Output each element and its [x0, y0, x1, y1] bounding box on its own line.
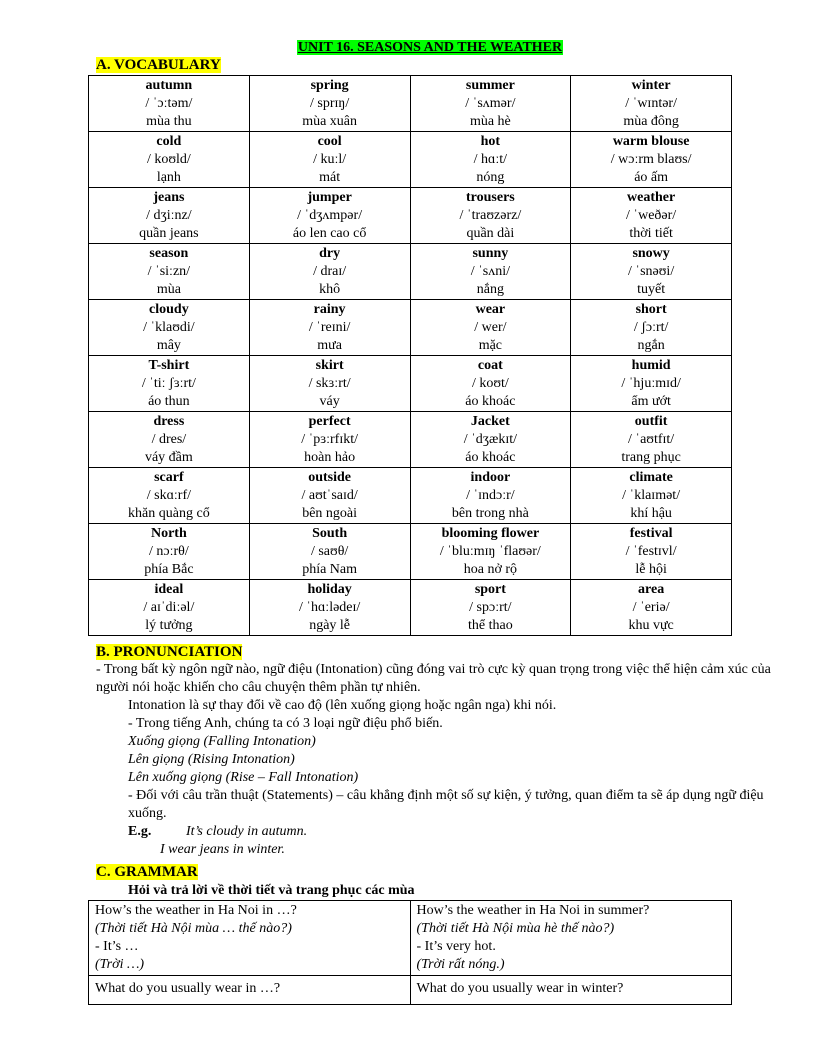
vocab-word: jeans: [153, 190, 185, 205]
vocab-word: South: [312, 526, 348, 541]
vocab-word: area: [638, 582, 665, 597]
vocab-word: T-shirt: [148, 358, 190, 373]
vocab-cell: [249, 188, 410, 244]
vocab-word: indoor: [470, 470, 511, 485]
vocab-cell: [571, 580, 732, 636]
vocab-ipa: / koʊld/: [146, 152, 191, 167]
vocab-cell: [89, 244, 250, 300]
vocab-cell: [410, 244, 571, 300]
vocab-ipa: / ˈweðər/: [626, 208, 677, 223]
vocab-word: trousers: [466, 190, 515, 205]
vocab-ipa: / dʒiːnz/: [146, 208, 192, 223]
vocab-ipa: / koʊt/: [471, 376, 509, 391]
vocab-word: cloudy: [149, 302, 189, 317]
vocab-word: weather: [627, 190, 676, 205]
vocab-meaning: áo len cao cổ: [292, 226, 367, 241]
vocab-cell: [410, 188, 571, 244]
vocab-row: [89, 356, 732, 412]
grammar-translation: (Thời tiết Hà Nội mùa … thế nào?): [95, 921, 292, 936]
section-heading-pronunciation: B. PRONUNCIATION: [96, 644, 243, 660]
vocab-row: [89, 580, 732, 636]
vocab-meaning: phía Bắc: [144, 562, 194, 577]
vocab-row: [89, 188, 732, 244]
vocab-word: coat: [477, 358, 503, 373]
vocab-meaning: áo khoác: [465, 450, 516, 465]
grammar-row: [89, 901, 732, 976]
vocab-word: rainy: [313, 302, 346, 317]
vocab-word: climate: [629, 470, 673, 485]
vocab-meaning: mùa hè: [469, 114, 511, 129]
vocab-ipa: / ˈdʒʌmpər/: [297, 208, 363, 223]
vocab-ipa: / ˈɔːtəm/: [145, 96, 193, 111]
vocab-cell: [571, 244, 732, 300]
vocab-ipa: / ˈtiː ʃɜːrt/: [141, 376, 196, 391]
vocab-word: wear: [475, 302, 506, 317]
vocab-meaning: nóng: [476, 170, 505, 185]
grammar-translation: (Thời tiết Hà Nội mùa hè thế nào?): [416, 921, 615, 936]
vocab-cell: [249, 468, 410, 524]
grammar-question: What do you usually wear in winter?: [416, 981, 624, 996]
vocab-ipa: / ˈsnəʊi/: [628, 264, 675, 279]
grammar-pattern-cell: [89, 976, 411, 1005]
vocab-word: winter: [631, 78, 671, 93]
vocab-word: outside: [308, 470, 352, 485]
vocab-word: scarf: [154, 470, 184, 485]
vocab-cell: [571, 300, 732, 356]
vocab-cell: [571, 76, 732, 132]
vocab-meaning: phía Nam: [302, 562, 358, 577]
vocab-word: short: [635, 302, 667, 317]
vocab-ipa: / aʊtˈsaɪd/: [301, 488, 358, 503]
vocab-meaning: váy: [319, 394, 340, 409]
grammar-translation: (Trời rất nóng.): [416, 957, 505, 972]
vocab-cell: [410, 524, 571, 580]
vocab-cell: [410, 132, 571, 188]
vocab-ipa: / ˈaʊtfɪt/: [628, 432, 675, 447]
vocab-row: [89, 300, 732, 356]
vocab-cell: [571, 188, 732, 244]
vocab-ipa: / ˈɪndɔːr/: [466, 488, 515, 503]
grammar-pattern-cell: [89, 901, 411, 976]
vocab-ipa: / ˈpɜːrfɪkt/: [301, 432, 359, 447]
vocab-meaning: quần dài: [466, 226, 515, 241]
vocab-ipa: / skɜːrt/: [308, 376, 351, 391]
vocab-cell: [249, 300, 410, 356]
vocab-meaning: mặc: [478, 338, 503, 353]
vocab-ipa: / dres/: [151, 432, 187, 447]
pronunciation-paragraph: Intonation là sự thay đổi về cao độ (lên xuống giọng hoặc ngân nga) khi nói.: [128, 698, 557, 713]
vocab-cell: [89, 188, 250, 244]
vocab-ipa: / nɔːrθ/: [148, 544, 189, 559]
vocab-cell: [249, 412, 410, 468]
vocab-row: [89, 524, 732, 580]
vocab-meaning: mùa thu: [146, 114, 192, 129]
vocab-meaning: bên trong nhà: [451, 506, 529, 521]
vocab-meaning: mát: [319, 170, 341, 185]
grammar-answer: - It’s very hot.: [416, 939, 496, 954]
vocab-cell: [571, 412, 732, 468]
vocab-cell: [410, 412, 571, 468]
vocab-cell: [89, 524, 250, 580]
vocab-meaning: khô: [319, 282, 341, 297]
vocab-word: sport: [474, 582, 506, 597]
vocab-ipa: / saʊθ/: [310, 544, 349, 559]
vocab-word: dress: [153, 414, 185, 429]
vocab-cell: [89, 132, 250, 188]
vocab-word: North: [150, 526, 187, 541]
example-sentence: I wear jeans in winter.: [160, 842, 285, 857]
vocab-meaning: tuyết: [637, 282, 666, 297]
vocab-ipa: / wer/: [474, 320, 507, 335]
pronunciation-paragraph: - Trong bất kỳ ngôn ngữ nào, ngữ điệu (Intonation) cũng đóng vai trò cực kỳ quan trọng trong việc thể hiện cảm xúc của người nói hoặc khiến cho câu chuyện thêm phần tự nhiên.: [96, 662, 771, 695]
vocab-cell: [249, 580, 410, 636]
vocab-row: [89, 132, 732, 188]
vocab-cell: [410, 76, 571, 132]
vocab-word: hot: [480, 134, 501, 149]
vocab-meaning: trang phục: [621, 450, 681, 465]
vocab-word: blooming flower: [441, 526, 540, 541]
vocab-word: perfect: [308, 414, 351, 429]
grammar-subtitle: Hỏi và trả lời về thời tiết và trang phục các mùa: [128, 883, 415, 898]
vocab-cell: [410, 468, 571, 524]
vocab-ipa: / sprɪŋ/: [310, 96, 350, 111]
vocab-cell: [89, 412, 250, 468]
vocab-ipa: / skɑːrf/: [146, 488, 191, 503]
vocab-word: Jacket: [470, 414, 510, 429]
vocab-meaning: mưa: [317, 338, 342, 353]
vocab-ipa: / ʃɔːrt/: [633, 320, 669, 335]
vocab-cell: [410, 356, 571, 412]
vocab-ipa: / aɪˈdiːəl/: [143, 600, 195, 615]
vocab-word: spring: [310, 78, 349, 93]
grammar-translation: (Trời …): [95, 957, 145, 972]
vocab-cell: [410, 300, 571, 356]
vocab-cell: [89, 300, 250, 356]
vocab-ipa: / ˈdʒækɪt/: [463, 432, 518, 447]
pronunciation-body: [96, 661, 776, 859]
vocab-word: snowy: [632, 246, 670, 261]
grammar-question: How’s the weather in Ha Noi in …?: [95, 903, 297, 918]
vocab-meaning: mùa xuân: [302, 114, 358, 129]
example-line: [96, 823, 776, 841]
vocab-meaning: khăn quàng cổ: [128, 506, 210, 521]
vocab-word: sunny: [472, 246, 509, 261]
vocab-cell: [571, 468, 732, 524]
vocab-meaning: thể thao: [468, 618, 513, 633]
section-heading-grammar: C. GRAMMAR: [96, 864, 198, 880]
vocab-ipa: / ˈsʌmər/: [465, 96, 516, 111]
vocab-word: festival: [629, 526, 673, 541]
vocab-word: skirt: [315, 358, 344, 373]
vocab-ipa: / ˈhjuːmɪd/: [621, 376, 681, 391]
vocab-cell: [571, 132, 732, 188]
vocab-row: [89, 412, 732, 468]
vocab-meaning: bên ngoài: [302, 506, 358, 521]
pronunciation-paragraph: - Trong tiếng Anh, chúng ta có 3 loại ngữ điệu phổ biến.: [128, 716, 443, 731]
vocab-ipa: / ˈwɪntər/: [625, 96, 677, 111]
grammar-question: How’s the weather in Ha Noi in summer?: [416, 903, 650, 918]
vocab-meaning: hoàn hảo: [304, 450, 356, 465]
vocab-meaning: hoa nở rộ: [463, 562, 518, 577]
vocab-meaning: thời tiết: [629, 226, 673, 241]
vocab-ipa: / spɔːrt/: [469, 600, 512, 615]
grammar-row: [89, 976, 732, 1005]
vocab-meaning: nắng: [476, 282, 504, 297]
vocabulary-table: [88, 75, 732, 636]
grammar-answer: - It’s …: [95, 939, 139, 954]
vocab-word: jumper: [307, 190, 352, 205]
grammar-question: What do you usually wear in …?: [95, 981, 281, 996]
vocab-word: summer: [465, 78, 515, 93]
vocab-ipa: / ˈklaʊdi/: [143, 320, 195, 335]
vocab-meaning: lễ hội: [635, 562, 667, 577]
intonation-type: Lên xuống giọng (Rise – Fall Intonation): [128, 770, 359, 785]
vocab-row: [89, 244, 732, 300]
vocab-meaning: ngắn: [637, 338, 665, 353]
example-sentence: It’s cloudy in autumn.: [186, 824, 308, 839]
grammar-example-cell: [410, 976, 732, 1005]
vocab-cell: [249, 524, 410, 580]
vocab-cell: [89, 356, 250, 412]
vocab-meaning: áo khoác: [465, 394, 516, 409]
vocab-meaning: ngày lễ: [309, 618, 351, 633]
vocab-cell: [571, 524, 732, 580]
vocab-row: [89, 76, 732, 132]
vocab-meaning: khí hậu: [630, 506, 672, 521]
vocab-word: season: [149, 246, 189, 261]
vocab-cell: [249, 244, 410, 300]
vocab-cell: [410, 580, 571, 636]
grammar-table: [88, 900, 732, 1005]
vocab-meaning: ẩm ướt: [631, 394, 671, 409]
vocab-word: outfit: [634, 414, 668, 429]
unit-title: UNIT 16. SEASONS AND THE WEATHER: [297, 40, 563, 55]
example-label: E.g.: [128, 824, 152, 839]
vocab-meaning: lý tưởng: [145, 618, 193, 633]
vocab-cell: [89, 580, 250, 636]
vocab-ipa: / ˈtraʊzərz/: [459, 208, 522, 223]
vocab-ipa: / kuːl/: [313, 152, 347, 167]
vocab-ipa: / ˈsiːzn/: [147, 264, 191, 279]
vocab-cell: [249, 132, 410, 188]
vocab-meaning: áo ấm: [634, 170, 669, 185]
intonation-type: Lên giọng (Rising Intonation): [128, 752, 295, 767]
vocab-cell: [89, 76, 250, 132]
vocab-ipa: / ˈsʌni/: [470, 264, 511, 279]
vocab-meaning: áo thun: [148, 394, 190, 409]
intonation-type: Xuống giọng (Falling Intonation): [128, 734, 316, 749]
vocab-word: cold: [156, 134, 182, 149]
vocab-word: dry: [319, 246, 341, 261]
vocab-meaning: váy đầm: [144, 450, 193, 465]
vocab-cell: [249, 356, 410, 412]
vocab-word: warm blouse: [612, 134, 690, 149]
vocab-meaning: quần jeans: [139, 226, 199, 241]
vocab-meaning: mùa: [156, 282, 181, 297]
vocab-row: [89, 468, 732, 524]
vocab-cell: [89, 468, 250, 524]
vocab-meaning: lạnh: [156, 170, 181, 185]
vocab-meaning: khu vực: [628, 618, 674, 633]
vocab-ipa: / ˈfestɪvl/: [625, 544, 677, 559]
vocab-word: autumn: [145, 78, 193, 93]
vocab-meaning: mây: [156, 338, 181, 353]
vocab-ipa: / ˈbluːmɪŋ ˈflaʊər/: [439, 544, 541, 559]
vocab-ipa: / ˈklaɪmət/: [622, 488, 681, 503]
vocab-ipa: / hɑːt/: [473, 152, 508, 167]
vocab-ipa: / ˈreɪni/: [308, 320, 351, 335]
section-heading-vocabulary: A. VOCABULARY: [96, 57, 221, 73]
vocab-word: humid: [631, 358, 671, 373]
vocab-cell: [249, 76, 410, 132]
grammar-example-cell: [410, 901, 732, 976]
vocab-ipa: / ˈeriə/: [632, 600, 670, 615]
vocab-word: cool: [317, 134, 342, 149]
pronunciation-paragraph: - Đối với câu trần thuật (Statements) – câu khẳng định một số sự kiện, ý tưởng, quan điểm ta sẽ áp dụng ngữ điệu xuống.: [128, 788, 764, 821]
vocab-ipa: / wɔːrm blaʊs/: [610, 152, 692, 167]
vocab-meaning: mùa đông: [623, 114, 679, 129]
vocab-ipa: / ˈhɑːlədeɪ/: [298, 600, 361, 615]
vocab-word: ideal: [154, 582, 184, 597]
vocab-ipa: / draɪ/: [313, 264, 347, 279]
vocab-word: holiday: [307, 582, 352, 597]
vocab-cell: [571, 356, 732, 412]
